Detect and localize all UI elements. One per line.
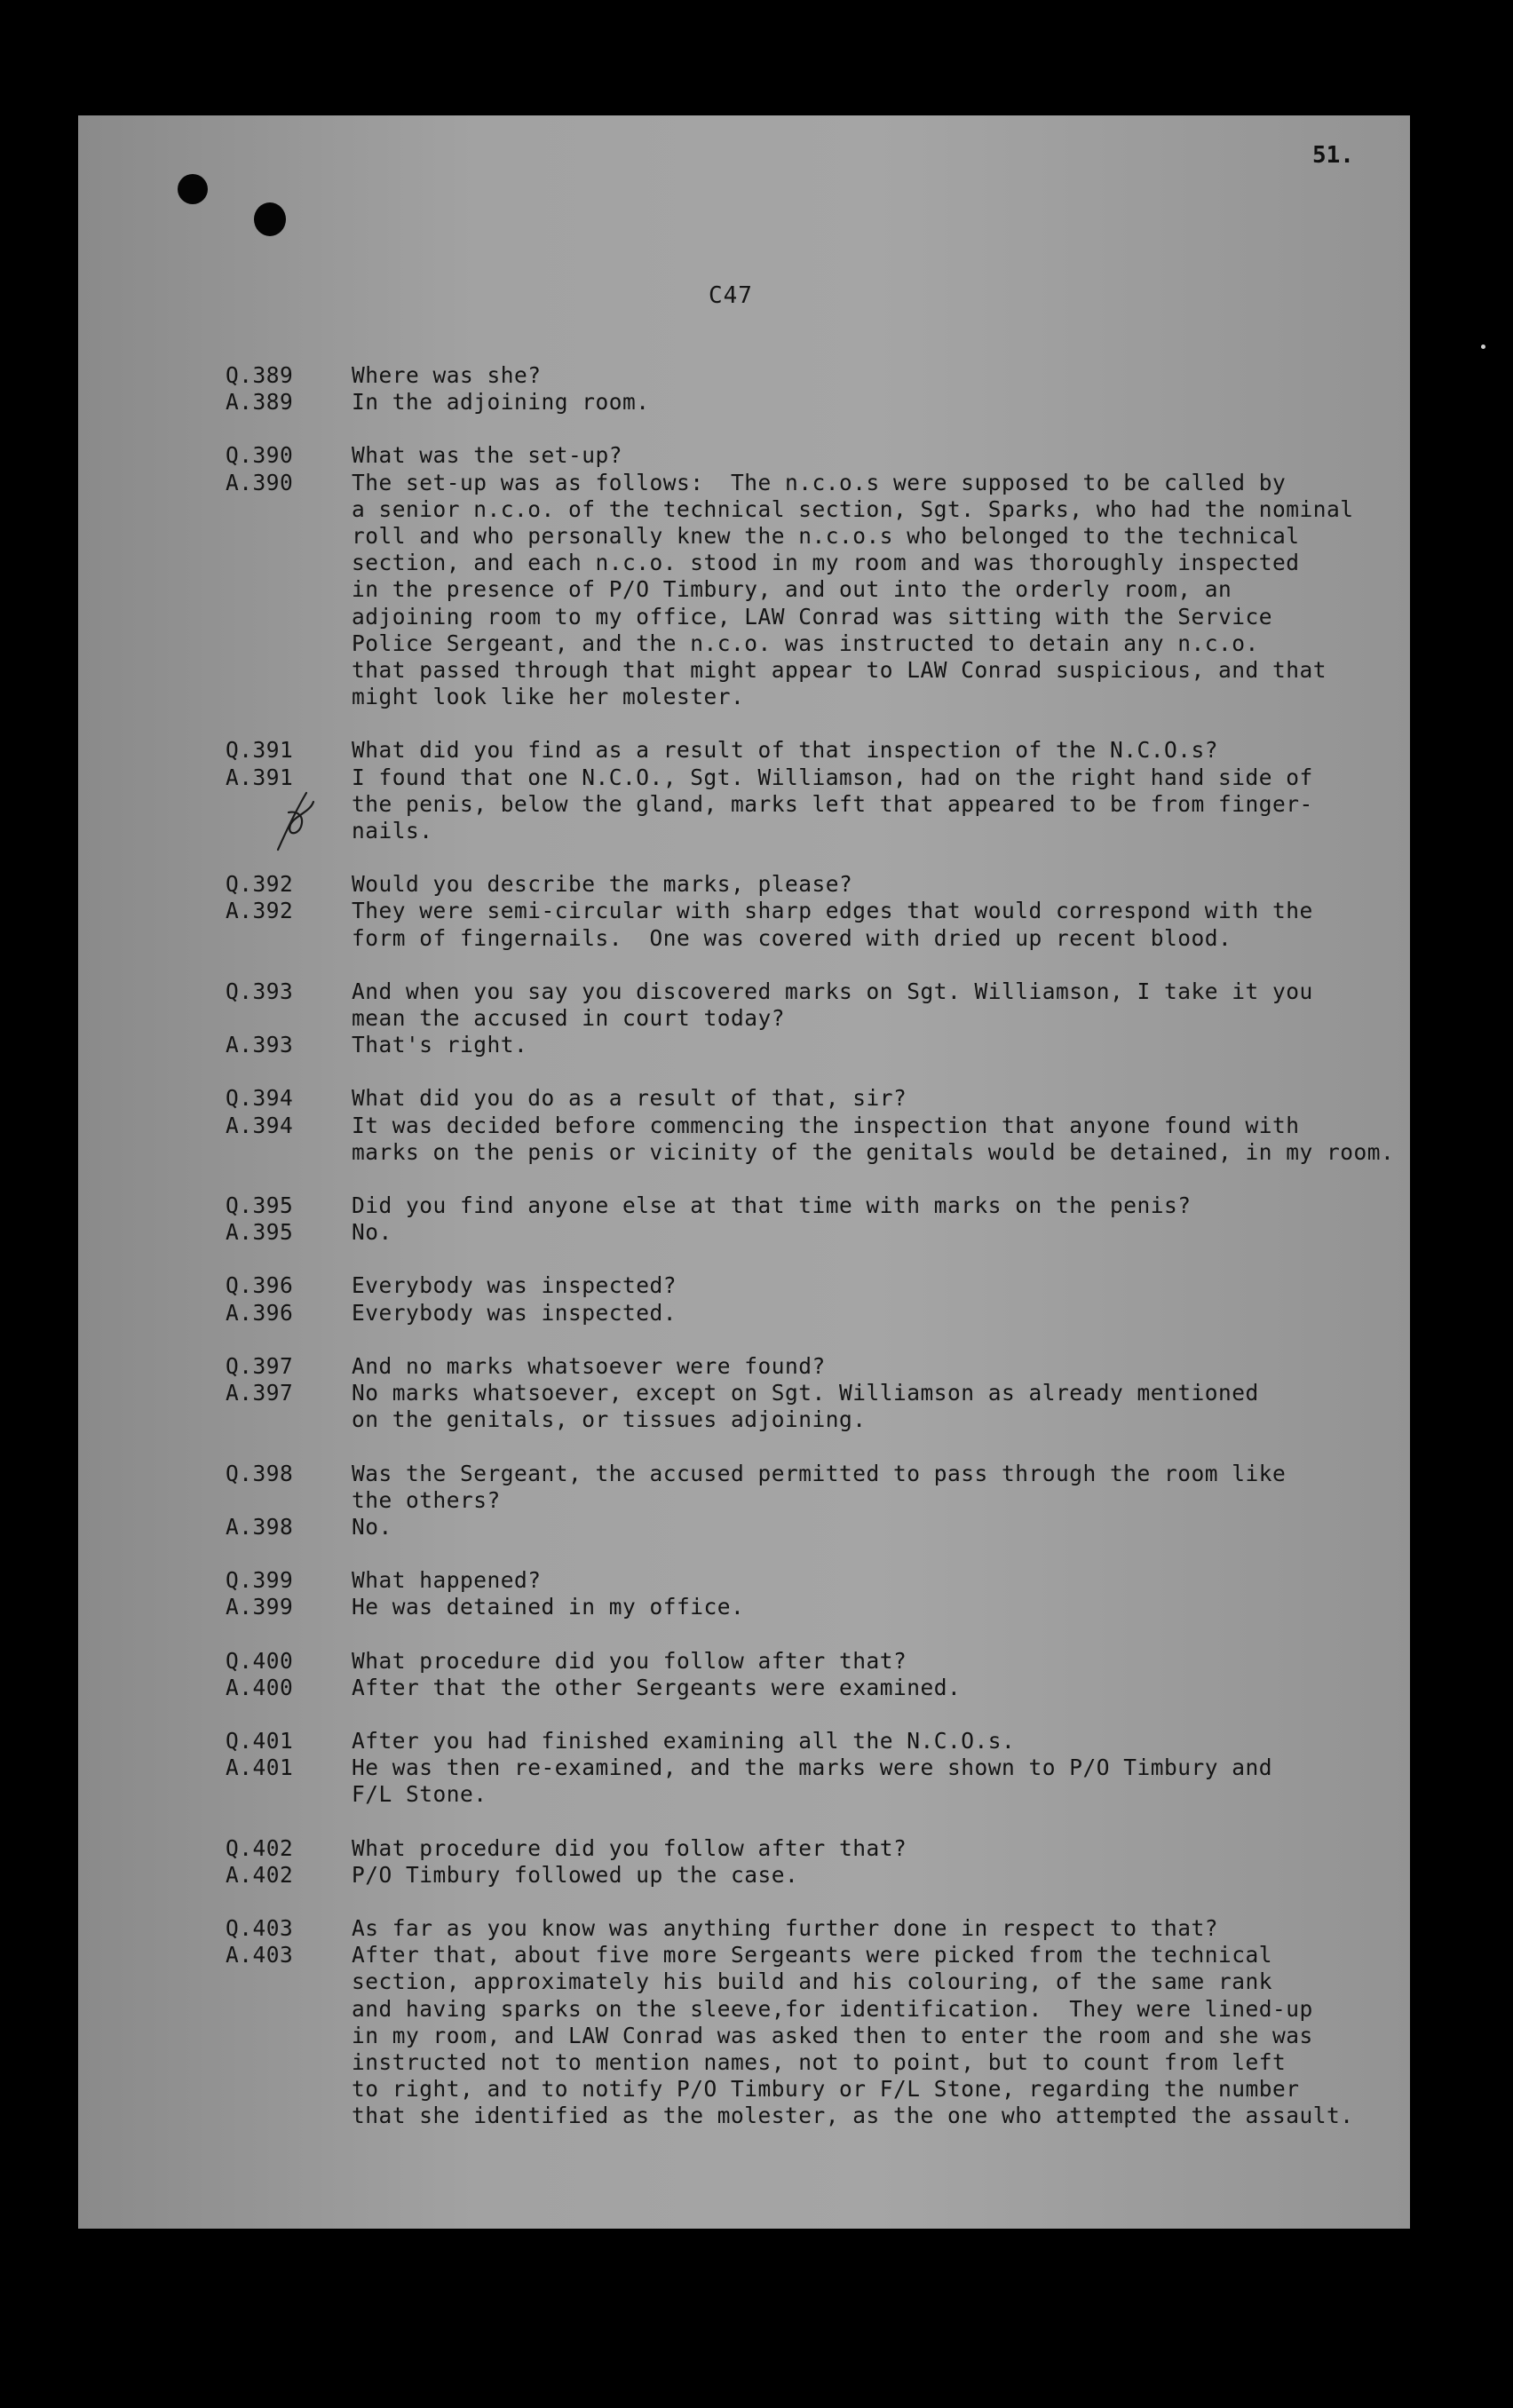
answer-number: A.399 xyxy=(226,1594,294,1620)
question-line xyxy=(226,1085,1406,1112)
answer-number: A.393 xyxy=(226,1032,294,1058)
answer-text: form of fingernails. One was covered with dried up recent blood. xyxy=(352,924,1232,951)
question-text: Did you find anyone else at that time with marks on the penis? xyxy=(352,1192,1192,1219)
answer-number xyxy=(226,1968,352,1995)
answer-text: on the genitals, or tissues adjoining. xyxy=(352,1406,867,1433)
answer-number: A.389 xyxy=(226,389,294,416)
question-number: Q.390 xyxy=(226,442,294,469)
question-text: As far as you know was anything further done in respect to that? xyxy=(352,1914,1219,1941)
answer-number: A.394 xyxy=(226,1112,294,1138)
question-line xyxy=(226,1728,1406,1755)
question-line xyxy=(226,362,1406,389)
answer-number: A.398 xyxy=(226,1513,294,1540)
answer-number xyxy=(226,604,352,630)
answer-line xyxy=(226,1139,1406,1166)
answer-number: A.390 xyxy=(226,469,294,495)
question-text: What did you find as a result of that inspection of the N.C.O.s? xyxy=(352,737,1219,764)
question-text: Was the Sergeant, the accused permitted to pass through the room like xyxy=(352,1460,1287,1486)
answer-number xyxy=(226,1781,352,1808)
question-text: Everybody was inspected? xyxy=(352,1272,677,1299)
qa-entry xyxy=(226,1567,1406,1620)
answer-number xyxy=(226,791,352,818)
punch-hole-left xyxy=(178,174,208,204)
question-text: And no marks whatsoever were found? xyxy=(352,1352,826,1379)
answer-line xyxy=(226,1675,1406,1701)
qa-entry xyxy=(226,1353,1406,1434)
answer-number xyxy=(226,576,352,603)
qa-entry xyxy=(226,362,1406,416)
answer-number xyxy=(226,1996,352,2023)
answer-line xyxy=(226,1300,1406,1327)
qa-entry xyxy=(226,1461,1406,1541)
answer-line xyxy=(226,389,1406,416)
answer-text: They were semi-circular with sharp edges that would correspond with the xyxy=(352,898,1313,924)
answer-text: instructed not to mention names, not to point, but to count from left xyxy=(352,2048,1287,2075)
question-text: What procedure did you follow after that? xyxy=(352,1647,907,1674)
question-line xyxy=(226,978,1406,1005)
qa-entry xyxy=(226,1835,1406,1889)
answer-number: A.402 xyxy=(226,1861,294,1888)
answer-number: A.401 xyxy=(226,1755,294,1781)
question-line xyxy=(226,1567,1406,1594)
question-line xyxy=(226,1648,1406,1675)
testimony-transcript xyxy=(226,362,1406,2157)
answer-number xyxy=(226,657,352,684)
answer-line xyxy=(226,657,1406,684)
question-number xyxy=(226,1005,352,1032)
answer-text: marks on the penis or vicinity of the genitals would be detained, in my room. xyxy=(352,1138,1395,1165)
answer-line xyxy=(226,2023,1406,2049)
answer-number xyxy=(226,2049,352,2076)
answer-number: A.396 xyxy=(226,1299,294,1326)
answer-line xyxy=(226,898,1406,924)
answer-text: in the presence of P/O Timbury, and out into the orderly room, an xyxy=(352,576,1232,603)
answer-number xyxy=(226,818,352,844)
punch-hole-right xyxy=(254,202,286,236)
question-text: the others? xyxy=(352,1486,501,1513)
answer-line xyxy=(226,1594,1406,1620)
answer-line xyxy=(226,1406,1406,1433)
answer-text: section, and each n.c.o. stood in my room and was thoroughly inspected xyxy=(352,550,1300,576)
question-text: Where was she? xyxy=(352,362,542,388)
answer-text: Police Sergeant, and the n.c.o. was instructed to detain any n.c.o. xyxy=(352,630,1259,656)
question-line xyxy=(226,871,1406,898)
question-text: After you had finished examining all the N.C.O.s. xyxy=(352,1727,1016,1754)
question-text: mean the accused in court today? xyxy=(352,1005,786,1032)
answer-line xyxy=(226,2103,1406,2129)
question-number: Q.389 xyxy=(226,362,294,388)
answer-line xyxy=(226,764,1406,791)
qa-entry xyxy=(226,1272,1406,1326)
answer-text: P/O Timbury followed up the case. xyxy=(352,1861,799,1888)
question-number: Q.393 xyxy=(226,978,294,1004)
answer-line xyxy=(226,2076,1406,2103)
question-number: Q.395 xyxy=(226,1192,294,1219)
question-number: Q.399 xyxy=(226,1567,294,1594)
answer-line xyxy=(226,684,1406,710)
answer-number: A.397 xyxy=(226,1380,294,1406)
answer-line xyxy=(226,925,1406,952)
question-number xyxy=(226,1487,352,1514)
question-line xyxy=(226,1487,1406,1514)
answer-text: In the adjoining room. xyxy=(352,389,650,416)
question-line xyxy=(226,1461,1406,1487)
question-number: Q.394 xyxy=(226,1085,294,1112)
answer-text: After that the other Sergeants were examined. xyxy=(352,1674,962,1700)
answer-number: A.391 xyxy=(226,764,294,790)
answer-number xyxy=(226,496,352,523)
answer-line xyxy=(226,1755,1406,1781)
question-line xyxy=(226,1005,1406,1032)
question-line xyxy=(226,1272,1406,1299)
question-text: What procedure did you follow after that? xyxy=(352,1834,907,1861)
answer-number: A.392 xyxy=(226,898,294,924)
answer-number: A.395 xyxy=(226,1219,294,1246)
question-text: What was the set-up? xyxy=(352,442,623,469)
answer-text: adjoining room to my office, LAW Conrad was sitting with the Service xyxy=(352,603,1273,630)
answer-line xyxy=(226,496,1406,523)
answer-text: Everybody was inspected. xyxy=(352,1299,677,1326)
question-line xyxy=(226,737,1406,764)
qa-entry xyxy=(226,737,1406,844)
answer-number xyxy=(226,630,352,657)
question-number: Q.403 xyxy=(226,1914,294,1941)
question-text: Would you describe the marks, please? xyxy=(352,871,853,898)
answer-number xyxy=(226,2023,352,2049)
answer-text: He was then re-examined, and the marks were shown to P/O Timbury and xyxy=(352,1755,1273,1781)
document-reference: C47 xyxy=(709,282,753,309)
answer-line xyxy=(226,818,1406,844)
answer-text: F/L Stone. xyxy=(352,1781,487,1808)
answer-line xyxy=(226,1942,1406,1968)
answer-line xyxy=(226,550,1406,576)
answer-line xyxy=(226,576,1406,603)
question-number: Q.396 xyxy=(226,1272,294,1299)
answer-number xyxy=(226,1406,352,1433)
answer-number xyxy=(226,2076,352,2103)
question-text: And when you say you discovered marks on Sgt. Williamson, I take it you xyxy=(352,978,1313,1004)
qa-entry xyxy=(226,871,1406,952)
answer-text: It was decided before commencing the inspection that anyone found with xyxy=(352,1112,1300,1138)
qa-entry xyxy=(226,1915,1406,2130)
question-line xyxy=(226,1835,1406,1862)
answer-text: That's right. xyxy=(352,1032,528,1058)
page-number: 51. xyxy=(1312,142,1354,169)
question-number: Q.397 xyxy=(226,1352,294,1379)
answer-line xyxy=(226,2049,1406,2076)
answer-text: No. xyxy=(352,1513,392,1540)
question-line xyxy=(226,1353,1406,1380)
answer-number: A.400 xyxy=(226,1674,294,1700)
answer-line xyxy=(226,1113,1406,1139)
question-number: Q.401 xyxy=(226,1727,294,1754)
answer-text: the penis, below the gland, marks left that appeared to be from finger- xyxy=(352,790,1313,817)
answer-line xyxy=(226,791,1406,818)
answer-number xyxy=(226,523,352,550)
answer-text: that passed through that might appear to LAW Conrad suspicious, and that xyxy=(352,657,1327,684)
answer-number xyxy=(226,1139,352,1166)
question-number: Q.402 xyxy=(226,1834,294,1861)
answer-line xyxy=(226,1514,1406,1541)
answer-text: a senior n.c.o. of the technical section, Sgt. Sparks, who had the nominal xyxy=(352,495,1354,522)
answer-line xyxy=(226,1380,1406,1406)
question-number: Q.392 xyxy=(226,871,294,898)
qa-entry xyxy=(226,442,1406,710)
answer-line xyxy=(226,1996,1406,2023)
qa-entry xyxy=(226,1648,1406,1701)
question-number: Q.391 xyxy=(226,737,294,764)
question-text: What did you do as a result of that, sir? xyxy=(352,1085,907,1112)
answer-number xyxy=(226,925,352,952)
answer-line xyxy=(226,523,1406,550)
question-text: What happened? xyxy=(352,1567,542,1594)
qa-entry xyxy=(226,978,1406,1059)
question-line xyxy=(226,1915,1406,1942)
answer-text: nails. xyxy=(352,818,433,844)
answer-line xyxy=(226,1219,1406,1246)
qa-entry xyxy=(226,1728,1406,1809)
answer-text: section, approximately his build and his colouring, of the same rank xyxy=(352,1968,1273,1995)
dust-speck xyxy=(1481,345,1485,349)
answer-text: in my room, and LAW Conrad was asked then to enter the room and she was xyxy=(352,2022,1313,2048)
answer-line xyxy=(226,470,1406,496)
answer-line xyxy=(226,1032,1406,1058)
question-number: Q.398 xyxy=(226,1460,294,1486)
answer-line xyxy=(226,1781,1406,1808)
answer-number xyxy=(226,2103,352,2129)
answer-text: After that, about five more Sergeants were picked from the technical xyxy=(352,1942,1273,1968)
answer-text: and having sparks on the sleeve,for identification. They were lined-up xyxy=(352,1995,1313,2022)
answer-text: No marks whatsoever, except on Sgt. Williamson as already mentioned xyxy=(352,1380,1259,1406)
answer-text: No. xyxy=(352,1219,392,1246)
answer-number: A.403 xyxy=(226,1942,294,1968)
answer-line xyxy=(226,1862,1406,1889)
answer-line xyxy=(226,604,1406,630)
qa-entry xyxy=(226,1085,1406,1166)
question-line xyxy=(226,1192,1406,1219)
question-number: Q.400 xyxy=(226,1647,294,1674)
answer-text: to right, and to notify P/O Timbury or F/L Stone, regarding the number xyxy=(352,2076,1300,2103)
answer-number xyxy=(226,684,352,710)
answer-number xyxy=(226,550,352,576)
answer-line xyxy=(226,630,1406,657)
answer-text: I found that one N.C.O., Sgt. Williamson, had on the right hand side of xyxy=(352,764,1313,790)
answer-text: that she identified as the molester, as the one who attempted the assault. xyxy=(352,2103,1354,2129)
answer-text: The set-up was as follows: The n.c.o.s were supposed to be called by xyxy=(352,469,1287,495)
question-line xyxy=(226,442,1406,469)
answer-text: might look like her molester. xyxy=(352,684,745,710)
answer-text: He was detained in my office. xyxy=(352,1594,745,1620)
answer-text: roll and who personally knew the n.c.o.s who belonged to the technical xyxy=(352,523,1300,550)
answer-line xyxy=(226,1968,1406,1995)
qa-entry xyxy=(226,1192,1406,1246)
